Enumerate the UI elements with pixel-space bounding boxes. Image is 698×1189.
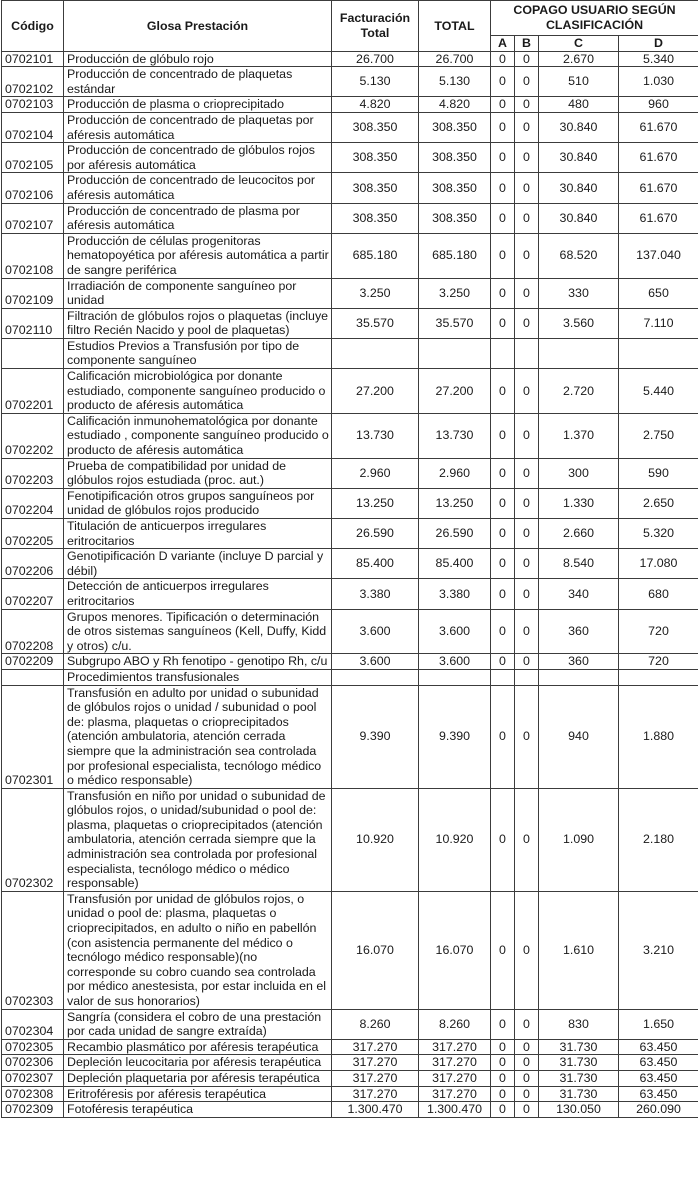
- header-a: A: [491, 36, 515, 52]
- row-code: 0702304: [2, 1009, 64, 1039]
- row-facturacion: 13.250: [332, 488, 419, 518]
- row-copago-d: 5.440: [619, 369, 698, 414]
- row-copago-c: [539, 669, 619, 685]
- row-facturacion: 3.250: [332, 278, 419, 308]
- table-row: [2, 67, 698, 97]
- row-copago-c: 30.840: [539, 143, 619, 173]
- row-description: Irradiación de componente sanguíneo por unidad: [64, 278, 332, 308]
- row-total: 26.590: [419, 519, 491, 549]
- table-row: [2, 143, 698, 173]
- row-total: 35.570: [419, 308, 491, 338]
- row-description: Sangría (considera el cobro de una prestación por cada unidad de sangre extraída): [64, 1009, 332, 1039]
- row-copago-b: 0: [515, 609, 539, 654]
- row-code: 0702107: [2, 203, 64, 233]
- header-c: C: [539, 36, 619, 52]
- row-copago-a: 0: [491, 1039, 515, 1055]
- row-copago-b: 0: [515, 278, 539, 308]
- row-code: 0702309: [2, 1102, 64, 1118]
- row-facturacion: [332, 669, 419, 685]
- row-copago-a: 0: [491, 549, 515, 579]
- header-glosa: Glosa Prestación: [64, 1, 332, 52]
- row-description: Detección de anticuerpos irregulares eritrocitarios: [64, 579, 332, 609]
- row-description: Genotipificación D variante (incluye D parcial y débil): [64, 549, 332, 579]
- row-copago-b: 0: [515, 654, 539, 670]
- row-copago-d: 1.650: [619, 1009, 698, 1039]
- row-copago-c: 31.730: [539, 1086, 619, 1102]
- row-code: [2, 338, 64, 368]
- row-copago-b: 0: [515, 308, 539, 338]
- row-copago-d: 63.450: [619, 1055, 698, 1071]
- row-copago-b: [515, 338, 539, 368]
- header-total: TOTAL: [419, 1, 491, 52]
- row-description: Producción de glóbulo rojo: [64, 51, 332, 67]
- row-copago-d: 590: [619, 458, 698, 488]
- row-copago-a: [491, 669, 515, 685]
- table-row: [2, 488, 698, 518]
- row-total: 10.920: [419, 788, 491, 891]
- row-copago-c: 360: [539, 654, 619, 670]
- row-copago-b: 0: [515, 488, 539, 518]
- row-code: 0702207: [2, 579, 64, 609]
- row-total: 85.400: [419, 549, 491, 579]
- row-copago-a: 0: [491, 1070, 515, 1086]
- row-copago-d: 3.210: [619, 891, 698, 1009]
- table-row: [2, 233, 698, 278]
- row-total: 685.180: [419, 233, 491, 278]
- row-facturacion: 3.600: [332, 609, 419, 654]
- row-copago-a: 0: [491, 788, 515, 891]
- row-copago-a: 0: [491, 278, 515, 308]
- table-row: [2, 308, 698, 338]
- row-total: [419, 669, 491, 685]
- row-total: 308.350: [419, 143, 491, 173]
- table-row: [2, 685, 698, 788]
- row-copago-b: 0: [515, 549, 539, 579]
- row-copago-c: 330: [539, 278, 619, 308]
- row-copago-d: 1.030: [619, 67, 698, 97]
- row-total: 27.200: [419, 369, 491, 414]
- row-description: Filtración de glóbulos rojos o plaquetas (incluye filtro Recién Nacido y pool de plaquetas): [64, 308, 332, 338]
- row-description: Transfusión en niño por unidad o subunidad de glóbulos rojos, o unidad/subunidad o pool de: plasma, plaquetas o crioprecipitados (atención ambulatoria, atención cerrada siempre que la administración sea controlada por profesional especialista, tecnólogo médico o médico responsable): [64, 788, 332, 891]
- row-total: 4.820: [419, 97, 491, 113]
- row-copago-d: 63.450: [619, 1086, 698, 1102]
- row-copago-d: [619, 338, 698, 368]
- row-facturacion: 16.070: [332, 891, 419, 1009]
- table-row: [2, 51, 698, 67]
- row-facturacion: 3.600: [332, 654, 419, 670]
- row-facturacion: 317.270: [332, 1070, 419, 1086]
- row-code: 0702206: [2, 549, 64, 579]
- table-row: [2, 788, 698, 891]
- row-code: 0702103: [2, 97, 64, 113]
- row-code: 0702104: [2, 112, 64, 142]
- row-code: 0702305: [2, 1039, 64, 1055]
- row-copago-a: 0: [491, 233, 515, 278]
- row-facturacion: 317.270: [332, 1086, 419, 1102]
- row-copago-c: 940: [539, 685, 619, 788]
- table-row: [2, 112, 698, 142]
- row-facturacion: 10.920: [332, 788, 419, 891]
- row-code: 0702209: [2, 654, 64, 670]
- row-description: Producción de células progenitoras hematopoyética por aféresis automática a partir de sangre periférica: [64, 233, 332, 278]
- tariff-table: [1, 0, 698, 1118]
- row-description: Producción de concentrado de plaquetas estándar: [64, 67, 332, 97]
- row-copago-b: 0: [515, 1070, 539, 1086]
- row-facturacion: 1.300.470: [332, 1102, 419, 1118]
- table-row: [2, 458, 698, 488]
- row-total: 5.130: [419, 67, 491, 97]
- row-code: 0702101: [2, 51, 64, 67]
- header-copago: COPAGO USUARIO SEGÚN CLASIFICACIÓN: [491, 1, 698, 36]
- row-copago-a: 0: [491, 413, 515, 458]
- row-copago-c: 31.730: [539, 1055, 619, 1071]
- row-copago-d: 7.110: [619, 308, 698, 338]
- row-description: Calificación inmunohematológica por donante estudiado , componente sanguíneo producido o producto de aféresis automática: [64, 413, 332, 458]
- row-total: 3.250: [419, 278, 491, 308]
- row-copago-a: 0: [491, 51, 515, 67]
- row-copago-d: 960: [619, 97, 698, 113]
- row-code: 0702203: [2, 458, 64, 488]
- row-copago-b: 0: [515, 112, 539, 142]
- row-code: 0702308: [2, 1086, 64, 1102]
- row-code: 0702302: [2, 788, 64, 891]
- table-row: [2, 654, 698, 670]
- row-copago-b: 0: [515, 233, 539, 278]
- row-copago-a: 0: [491, 1102, 515, 1118]
- row-copago-a: 0: [491, 308, 515, 338]
- row-description: Grupos menores. Tipificación o determinación de otros sistemas sanguíneos (Kell, Duffy, Kidd y otros) c/u.: [64, 609, 332, 654]
- row-total: 1.300.470: [419, 1102, 491, 1118]
- row-copago-b: 0: [515, 1086, 539, 1102]
- row-facturacion: 685.180: [332, 233, 419, 278]
- row-description: Producción de concentrado de leucocitos por aféresis automática: [64, 173, 332, 203]
- table-body: [2, 51, 698, 1117]
- row-total: 9.390: [419, 685, 491, 788]
- row-total: 3.600: [419, 609, 491, 654]
- header-b: B: [515, 36, 539, 52]
- row-facturacion: 308.350: [332, 173, 419, 203]
- row-copago-c: 31.730: [539, 1070, 619, 1086]
- row-total: 2.960: [419, 458, 491, 488]
- row-facturacion: 317.270: [332, 1039, 419, 1055]
- row-copago-a: 0: [491, 654, 515, 670]
- row-facturacion: 317.270: [332, 1055, 419, 1071]
- row-total: 308.350: [419, 173, 491, 203]
- table-row: [2, 549, 698, 579]
- row-copago-b: 0: [515, 579, 539, 609]
- row-total: 3.600: [419, 654, 491, 670]
- row-copago-b: 0: [515, 1039, 539, 1055]
- table-row: [2, 609, 698, 654]
- row-description: Fotoféresis terapéutica: [64, 1102, 332, 1118]
- row-description: Titulación de anticuerpos irregulares eritrocitarios: [64, 519, 332, 549]
- row-copago-a: 0: [491, 173, 515, 203]
- row-copago-b: 0: [515, 67, 539, 97]
- header-facturacion: Facturación Total: [332, 1, 419, 52]
- row-code: 0702201: [2, 369, 64, 414]
- row-copago-b: 0: [515, 1102, 539, 1118]
- row-description: Transfusión en adulto por unidad o subunidad de glóbulos rojos o unidad / subunidad o pool de: plasma, plaquetas o crioprecipitados (atención ambulatoria, atención cerrada siempre que la administración sea controlada por profesional especialista, tecnólogo médico o médico responsable): [64, 685, 332, 788]
- row-facturacion: 308.350: [332, 203, 419, 233]
- row-facturacion: 3.380: [332, 579, 419, 609]
- row-copago-b: 0: [515, 369, 539, 414]
- row-facturacion: 26.700: [332, 51, 419, 67]
- row-copago-b: [515, 669, 539, 685]
- row-copago-c: 300: [539, 458, 619, 488]
- row-code: 0702102: [2, 67, 64, 97]
- row-description: Prueba de compatibilidad por unidad de glóbulos rojos estudiada (proc. aut.): [64, 458, 332, 488]
- row-code: 0702105: [2, 143, 64, 173]
- row-copago-a: 0: [491, 143, 515, 173]
- row-code: 0702110: [2, 308, 64, 338]
- row-copago-a: 0: [491, 1009, 515, 1039]
- row-copago-c: 2.660: [539, 519, 619, 549]
- row-description: Procedimientos transfusionales: [64, 669, 332, 685]
- row-facturacion: 8.260: [332, 1009, 419, 1039]
- table-row: [2, 173, 698, 203]
- row-copago-a: 0: [491, 458, 515, 488]
- row-copago-c: 2.720: [539, 369, 619, 414]
- row-copago-c: 480: [539, 97, 619, 113]
- row-description: Transfusión por unidad de glóbulos rojos, o unidad o pool de: plasma, plaquetas o crioprecipitados, en adulto o niño en pabellón (con asistencia permanente del médico o tecnólogo médico responsable)(no corresponde su cobro cuando sea controlada por médico anestesista, por estar incluida en el valor de sus honorarios): [64, 891, 332, 1009]
- row-copago-b: 0: [515, 413, 539, 458]
- row-copago-c: 8.540: [539, 549, 619, 579]
- row-code: 0702109: [2, 278, 64, 308]
- row-copago-a: 0: [491, 67, 515, 97]
- row-copago-d: 260.090: [619, 1102, 698, 1118]
- row-description: Producción de concentrado de glóbulos rojos por aféresis automática: [64, 143, 332, 173]
- table-row: [2, 891, 698, 1009]
- row-copago-a: 0: [491, 1055, 515, 1071]
- row-copago-d: 61.670: [619, 112, 698, 142]
- table-row: [2, 1086, 698, 1102]
- row-copago-d: 17.080: [619, 549, 698, 579]
- row-facturacion: 4.820: [332, 97, 419, 113]
- row-copago-b: 0: [515, 143, 539, 173]
- row-copago-a: 0: [491, 488, 515, 518]
- row-total: [419, 338, 491, 368]
- row-code: 0702307: [2, 1070, 64, 1086]
- row-copago-c: 68.520: [539, 233, 619, 278]
- row-copago-d: 5.340: [619, 51, 698, 67]
- row-copago-b: 0: [515, 519, 539, 549]
- row-copago-c: 2.670: [539, 51, 619, 67]
- row-copago-c: 1.610: [539, 891, 619, 1009]
- row-copago-c: 1.330: [539, 488, 619, 518]
- row-copago-a: 0: [491, 519, 515, 549]
- row-copago-c: 1.090: [539, 788, 619, 891]
- row-copago-c: 3.560: [539, 308, 619, 338]
- row-total: 26.700: [419, 51, 491, 67]
- row-description: Fenotipificación otros grupos sanguíneos por unidad de glóbulos rojos producido: [64, 488, 332, 518]
- row-facturacion: 308.350: [332, 112, 419, 142]
- row-copago-b: 0: [515, 891, 539, 1009]
- row-description: Producción de concentrado de plaquetas por aféresis automática: [64, 112, 332, 142]
- row-copago-c: [539, 338, 619, 368]
- row-description: Depleción leucocitaria por aféresis terapéutica: [64, 1055, 332, 1071]
- row-code: 0702106: [2, 173, 64, 203]
- row-description: Estudios Previos a Transfusión por tipo de componente sanguíneo: [64, 338, 332, 368]
- row-copago-a: 0: [491, 112, 515, 142]
- row-copago-c: 30.840: [539, 173, 619, 203]
- row-copago-d: 720: [619, 609, 698, 654]
- table-row: [2, 413, 698, 458]
- table-row: [2, 278, 698, 308]
- row-copago-d: 720: [619, 654, 698, 670]
- row-description: Calificación microbiológica por donante estudiado, componente sanguíneo producido o producto de aféresis automática: [64, 369, 332, 414]
- row-total: 13.250: [419, 488, 491, 518]
- row-copago-b: 0: [515, 788, 539, 891]
- row-facturacion: 27.200: [332, 369, 419, 414]
- table-row: [2, 97, 698, 113]
- row-description: Recambio plasmático por aféresis terapéutica: [64, 1039, 332, 1055]
- row-total: 308.350: [419, 203, 491, 233]
- table-row: [2, 1039, 698, 1055]
- row-total: 317.270: [419, 1055, 491, 1071]
- row-copago-d: 1.880: [619, 685, 698, 788]
- header-codigo: Código: [2, 1, 64, 52]
- row-copago-c: 830: [539, 1009, 619, 1039]
- row-total: 16.070: [419, 891, 491, 1009]
- row-copago-d: 61.670: [619, 173, 698, 203]
- table-row: [2, 1102, 698, 1118]
- row-copago-d: [619, 669, 698, 685]
- row-facturacion: 13.730: [332, 413, 419, 458]
- row-copago-a: [491, 338, 515, 368]
- table-row: [2, 369, 698, 414]
- row-facturacion: 5.130: [332, 67, 419, 97]
- row-copago-a: 0: [491, 685, 515, 788]
- row-copago-d: 650: [619, 278, 698, 308]
- row-copago-c: 340: [539, 579, 619, 609]
- row-copago-d: 61.670: [619, 143, 698, 173]
- row-copago-d: 2.180: [619, 788, 698, 891]
- row-copago-d: 2.650: [619, 488, 698, 518]
- row-total: 8.260: [419, 1009, 491, 1039]
- row-copago-c: 360: [539, 609, 619, 654]
- row-copago-b: 0: [515, 1009, 539, 1039]
- row-copago-c: 130.050: [539, 1102, 619, 1118]
- row-code: 0702306: [2, 1055, 64, 1071]
- row-total: 13.730: [419, 413, 491, 458]
- row-copago-a: 0: [491, 369, 515, 414]
- row-code: [2, 669, 64, 685]
- row-facturacion: 85.400: [332, 549, 419, 579]
- row-copago-a: 0: [491, 891, 515, 1009]
- row-copago-b: 0: [515, 51, 539, 67]
- row-copago-c: 31.730: [539, 1039, 619, 1055]
- row-code: 0702108: [2, 233, 64, 278]
- row-copago-d: 2.750: [619, 413, 698, 458]
- table-row: [2, 1070, 698, 1086]
- row-description: Producción de concentrado de plasma por aféresis automática: [64, 203, 332, 233]
- row-description: Producción de plasma o crioprecipitado: [64, 97, 332, 113]
- row-facturacion: 308.350: [332, 143, 419, 173]
- row-code: 0702202: [2, 413, 64, 458]
- row-copago-a: 0: [491, 609, 515, 654]
- row-description: Depleción plaquetaria por aféresis terapéutica: [64, 1070, 332, 1086]
- row-code: 0702205: [2, 519, 64, 549]
- row-code: 0702204: [2, 488, 64, 518]
- row-facturacion: [332, 338, 419, 368]
- row-total: 317.270: [419, 1086, 491, 1102]
- row-copago-a: 0: [491, 1086, 515, 1102]
- table-row: [2, 519, 698, 549]
- row-copago-a: 0: [491, 203, 515, 233]
- row-total: 308.350: [419, 112, 491, 142]
- section-header-row: [2, 338, 698, 368]
- row-copago-b: 0: [515, 203, 539, 233]
- row-description: Eritroféresis por aféresis terapéutica: [64, 1086, 332, 1102]
- row-copago-c: 510: [539, 67, 619, 97]
- section-header-row: [2, 669, 698, 685]
- row-copago-a: 0: [491, 579, 515, 609]
- row-copago-b: 0: [515, 458, 539, 488]
- table-row: [2, 1009, 698, 1039]
- row-total: 317.270: [419, 1070, 491, 1086]
- row-code: 0702208: [2, 609, 64, 654]
- row-total: 317.270: [419, 1039, 491, 1055]
- row-copago-c: 30.840: [539, 112, 619, 142]
- row-code: 0702303: [2, 891, 64, 1009]
- row-facturacion: 2.960: [332, 458, 419, 488]
- row-copago-d: 61.670: [619, 203, 698, 233]
- row-description: Subgrupo ABO y Rh fenotipo - genotipo Rh, c/u: [64, 654, 332, 670]
- row-copago-d: 680: [619, 579, 698, 609]
- row-copago-d: 63.450: [619, 1070, 698, 1086]
- row-copago-c: 1.370: [539, 413, 619, 458]
- row-copago-b: 0: [515, 685, 539, 788]
- header-d: D: [619, 36, 698, 52]
- row-copago-b: 0: [515, 173, 539, 203]
- row-total: 3.380: [419, 579, 491, 609]
- row-copago-d: 63.450: [619, 1039, 698, 1055]
- table-row: [2, 1055, 698, 1071]
- row-copago-b: 0: [515, 1055, 539, 1071]
- table-row: [2, 579, 698, 609]
- table-row: [2, 203, 698, 233]
- row-copago-a: 0: [491, 97, 515, 113]
- row-facturacion: 26.590: [332, 519, 419, 549]
- row-facturacion: 35.570: [332, 308, 419, 338]
- row-code: 0702301: [2, 685, 64, 788]
- row-copago-c: 30.840: [539, 203, 619, 233]
- row-copago-d: 137.040: [619, 233, 698, 278]
- row-facturacion: 9.390: [332, 685, 419, 788]
- row-copago-d: 5.320: [619, 519, 698, 549]
- row-copago-b: 0: [515, 97, 539, 113]
